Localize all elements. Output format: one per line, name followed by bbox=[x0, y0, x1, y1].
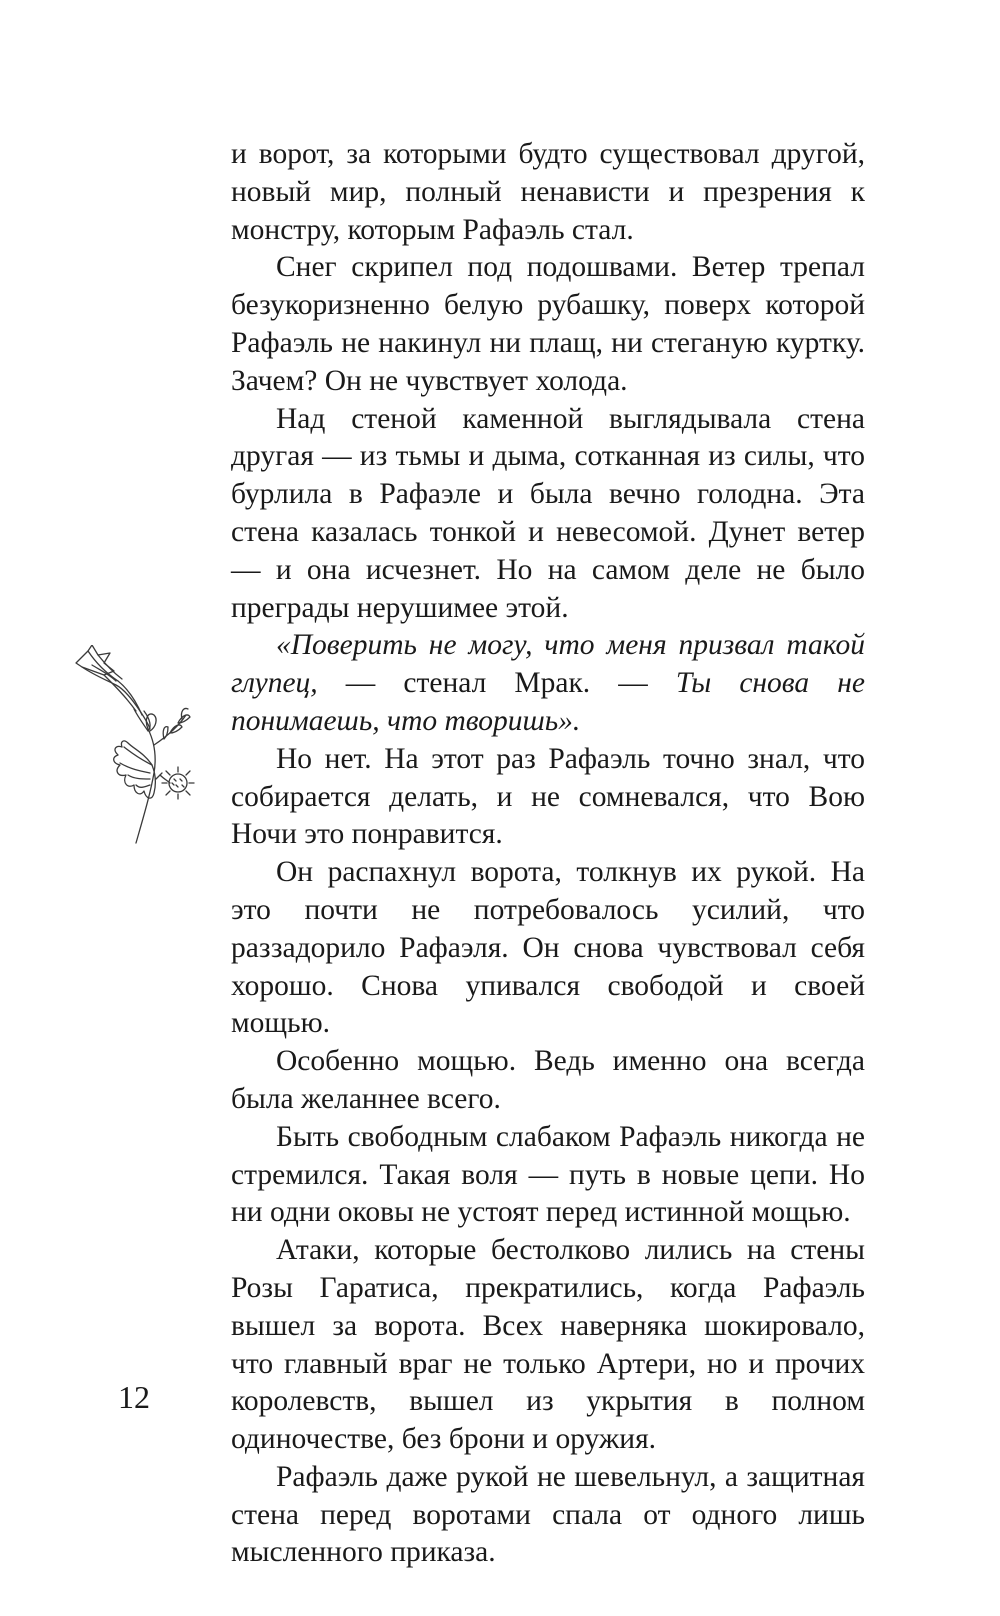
paragraph-7: Особенно мощью. Ведь именно она всегда была желаннее всего. bbox=[231, 1045, 865, 1115]
quote-attribution: — стенал Мрак. — bbox=[317, 667, 676, 700]
paragraph-10: Рафаэль даже рукой не шевельнул, а защитная стена перед воротами спала от одного лишь мысленного приказа. bbox=[231, 1460, 865, 1569]
quote-italic-2: Ты снова не понимаешь, что творишь». bbox=[231, 667, 865, 737]
paragraph-3: Над стеной каменной выглядывала стена другая — из тьмы и дыма, сотканная из силы, что бурлила в Рафаэле и была вечно голодна. Эта стена казалась тонкой и невесомой. Дунет ветер — и она исчезнет. Но на самом деле не было преграды нерушимее этой. bbox=[231, 402, 865, 624]
flower-illustration-icon bbox=[74, 645, 214, 845]
paragraph-8: Быть свободным слабаком Рафаэль никогда не стремился. Такая воля — путь в новые цепи. Но ни одни оковы не устоят перед истинной мощью. bbox=[231, 1120, 865, 1229]
paragraph-4 bbox=[231, 627, 865, 740]
page-number: 12 bbox=[118, 1379, 150, 1415]
body-text bbox=[231, 136, 865, 1572]
paragraph-1: и ворот, за которыми будто существовал другой, новый мир, полный ненависти и презрения к монстру, которым Рафаэль стал. bbox=[231, 138, 865, 246]
paragraph-9: Атаки, которые бестолково лились на стены Розы Гаратиса, прекратились, когда Рафаэль вышел за ворота. Всех наверняка шокировало, что главный враг не только Артери, но и прочих королевств, вышел из укрытия в полном одиночестве, без брони и оружия. bbox=[231, 1234, 865, 1456]
paragraph-5: Но нет. На этот раз Рафаэль точно знал, что собирается делать, и не сомневался, что Вою Ночи это понравится. bbox=[231, 742, 865, 851]
quote-italic-1: «Поверить не могу, что меня призвал такой глупец, bbox=[231, 629, 865, 700]
paragraph-6: Он распахнул ворота, толкнув их рукой. На это почти не потребовалось усилий, что раззадорило Рафаэля. Он снова чувствовал себя хорошо. Снова упивался свободой и своей мощью. bbox=[231, 856, 865, 1040]
paragraph-2: Снег скрипел под подошвами. Ветер трепал безукоризненно белую рубашку, поверх которой Рафаэль не накинул ни плащ, ни стеганую куртку. Зачем? Он не чувствует холода. bbox=[231, 251, 865, 397]
